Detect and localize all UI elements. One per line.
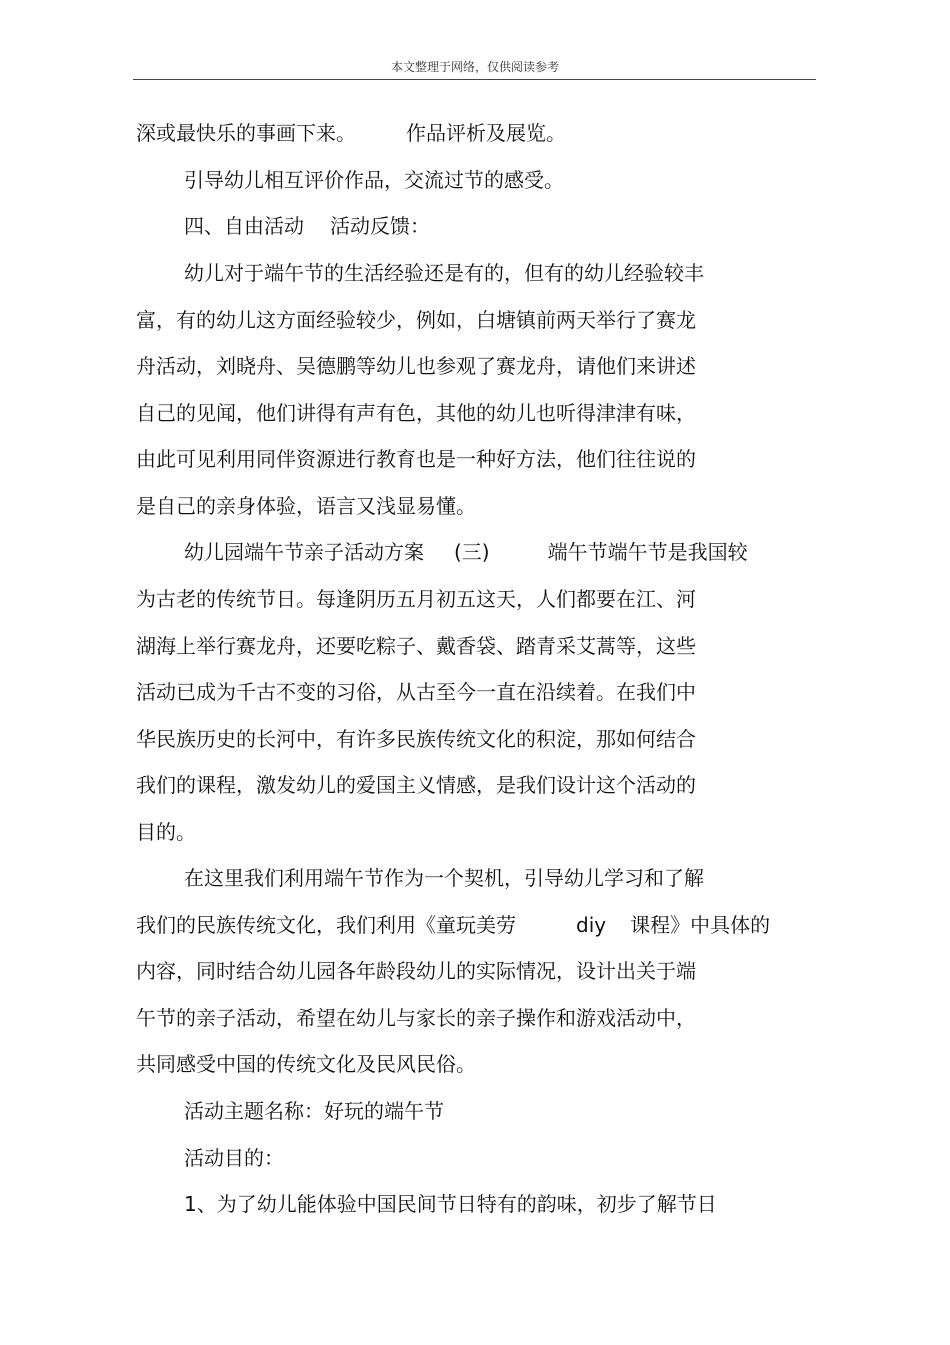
text-line: 目的。 <box>136 820 196 844</box>
text-line: 内容，同时结合幼儿园各年龄段幼儿的实际情况，设计出关于端 <box>136 959 696 983</box>
activity-theme-line: 活动主题名称：好玩的端午节 <box>184 1099 444 1123</box>
text-line: 湖海上举行赛龙舟，还要吃粽子、戴香袋、踏青采艾蒿等，这些 <box>136 634 696 658</box>
activity-purpose-heading: 活动目的： <box>184 1146 284 1170</box>
text-line: 我们的民族传统文化，我们利用《童玩美劳 diy 课程》中具体的 <box>136 913 771 937</box>
text-line: 为古老的传统节日。每逢阴历五月初五这天，人们都要在江、河 <box>136 587 696 611</box>
text-line: 舟活动，刘晓舟、吴德鹏等幼儿也参观了赛龙舟，请他们来讲述 <box>136 354 696 378</box>
text-line: 由此可见利用同伴资源进行教育也是一种好方法，他们往往说的 <box>136 447 696 471</box>
section-title-line: 幼儿园端午节亲子活动方案 (三) 端午节端午节是我国较 <box>184 540 748 564</box>
text-line: 自己的见闻，他们讲得有声有色，其他的幼儿也听得津津有味， <box>136 401 696 425</box>
text-line: 华民族历史的长河中，有许多民族传统文化的积淀，那如何结合 <box>136 727 696 751</box>
text-line: 活动已成为千古不变的习俗，从古至今一直在沿续着。在我们中 <box>136 680 696 704</box>
text-line: 午节的亲子活动，希望在幼儿与家长的亲子操作和游戏活动中， <box>136 1006 696 1030</box>
text-line: 幼儿对于端午节的生活经验还是有的，但有的幼儿经验较丰 <box>184 261 704 285</box>
page-header-note: 本文整理于网络，仅供阅读参考 <box>390 60 559 74</box>
text-line: 我们的课程，激发幼儿的爱国主义情感，是我们设计这个活动的 <box>136 773 696 797</box>
list-item: 1、为了幼儿能体验中国民间节日特有的韵味，初步了解节日 <box>184 1192 717 1216</box>
header-divider <box>133 79 816 80</box>
text-line: 深或最快乐的事画下来。 作品评析及展览。 <box>136 121 566 145</box>
text-line: 在这里我们利用端午节作为一个契机，引导幼儿学习和了解 <box>184 866 704 890</box>
text-line: 是自己的亲身体验，语言又浅显易懂。 <box>136 494 476 518</box>
section-heading: 四、自由活动 活动反馈： <box>184 214 430 238</box>
text-line: 引导幼儿相互评价作品，交流过节的感受。 <box>184 168 564 192</box>
text-line: 共同感受中国的传统文化及民风民俗。 <box>136 1052 476 1076</box>
text-line: 富，有的幼儿这方面经验较少，例如，白塘镇前两天举行了赛龙 <box>136 308 696 332</box>
